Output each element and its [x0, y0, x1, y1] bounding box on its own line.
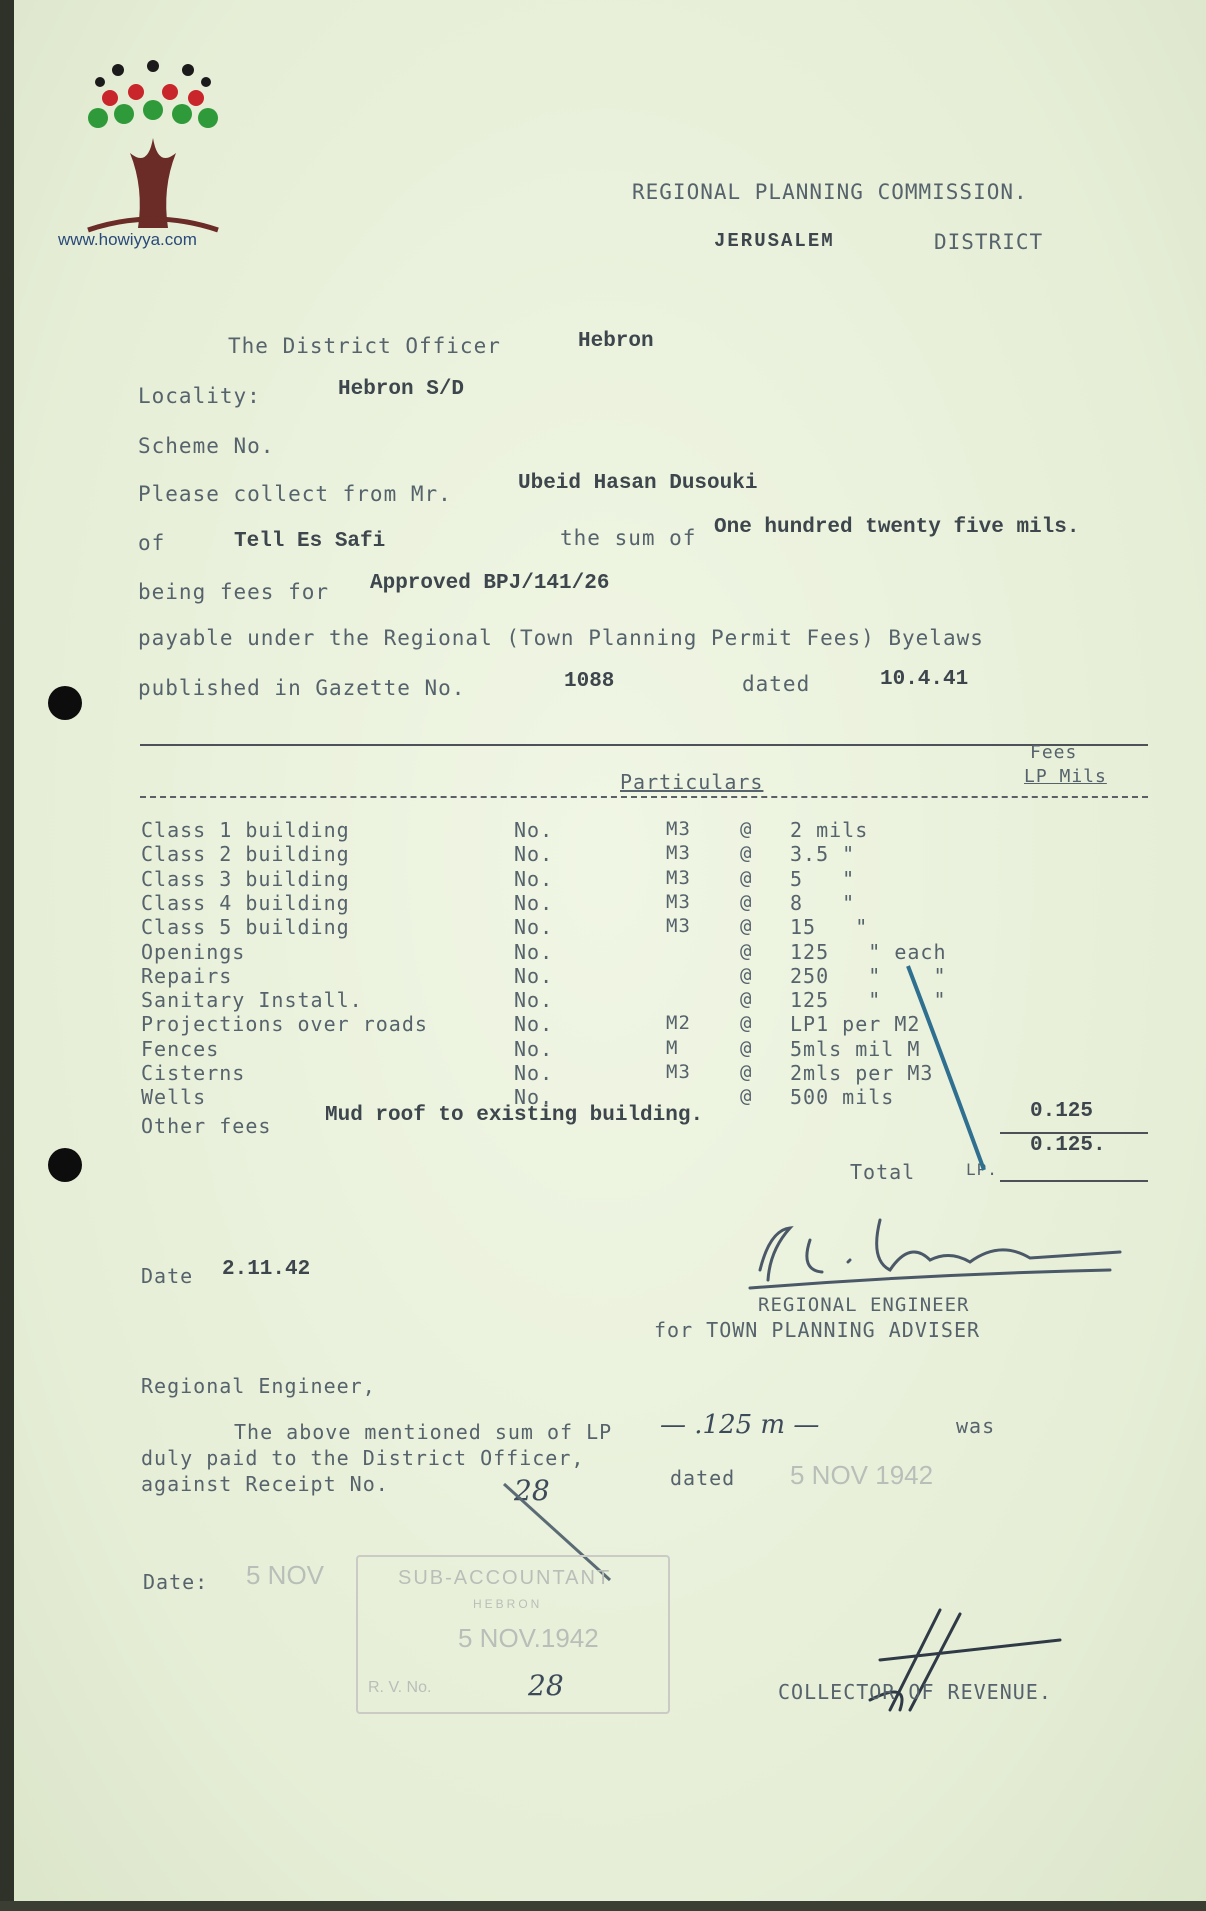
row-no: No. [514, 1085, 554, 1109]
total-bottom-rule [1000, 1180, 1148, 1182]
row-at: @ [740, 915, 753, 937]
receipt-was: was [956, 1414, 996, 1438]
howiyya-logo [58, 58, 238, 248]
row-unit: M [666, 1037, 679, 1059]
row-at: @ [740, 1085, 753, 1107]
row-no: No. [514, 818, 554, 842]
row-at: @ [740, 818, 753, 840]
row-rate: 3.5 " [790, 842, 856, 866]
fees-label: being fees for [138, 580, 330, 604]
receipt-dated-label: dated [670, 1466, 736, 1490]
particulars-header: Particulars [620, 770, 764, 794]
row-no: No. [514, 940, 554, 964]
row-unit: M3 [666, 818, 691, 840]
fees-value: Approved BPJ/141/26 [370, 572, 610, 595]
punch-hole-bottom [48, 1148, 82, 1182]
other-fees-value: Mud roof to existing building. [325, 1104, 704, 1127]
row-item: Class 5 building [141, 915, 350, 939]
row-item: Class 4 building [141, 891, 350, 915]
other-fees-label: Other fees [141, 1114, 272, 1138]
stamp-rv-label: R. V. No. [368, 1679, 432, 1696]
row-at: @ [740, 891, 753, 913]
role-line1: REGIONAL ENGINEER [758, 1294, 970, 1316]
locality-value: Hebron S/D [338, 378, 465, 401]
table-header-rule [140, 796, 1148, 798]
row-item: Fences [141, 1037, 220, 1061]
row-unit: M3 [666, 842, 691, 864]
fees-header: Fees [1030, 742, 1078, 763]
page-edge-left [0, 0, 14, 1911]
receipt-line3: against Receipt No. [141, 1472, 389, 1496]
date-label: Date [141, 1264, 194, 1288]
row-item: Wells [141, 1085, 207, 1109]
receipt-no: 28 [514, 1474, 550, 1507]
pen-strike-mark [900, 960, 990, 1180]
table-top-rule [140, 744, 1148, 746]
row-item: Openings [141, 940, 246, 964]
row-unit: M3 [666, 867, 691, 889]
punch-hole-top [48, 686, 82, 720]
row-at: @ [740, 964, 753, 986]
row-unit: M3 [666, 891, 691, 913]
row-no: No. [514, 988, 554, 1012]
receipt-addressee: Regional Engineer, [141, 1374, 376, 1398]
payable-text: payable under the Regional (Town Planning Permit Fees) Byelaws [138, 626, 984, 650]
row-rate: 125 " each [790, 940, 947, 964]
row-at: @ [740, 1061, 753, 1083]
total-amount: 0.125. [1030, 1134, 1106, 1157]
row-no: No. [514, 867, 554, 891]
row-at: @ [740, 1012, 753, 1034]
sub-accountant-stamp [356, 1555, 670, 1714]
row-item: Class 3 building [141, 867, 350, 891]
row-no: No. [514, 1037, 554, 1061]
of-value: Tell Es Safi [234, 530, 386, 553]
stamp-place: HEBRON [473, 1597, 543, 1611]
row-at: @ [740, 988, 753, 1010]
of-label: of [138, 531, 166, 555]
collect-value: Ubeid Hasan Dusouki [518, 472, 758, 495]
receipt-date-label: Date: [143, 1570, 209, 1594]
amount-written: — .125 m — [660, 1410, 820, 1440]
row-no: No. [514, 1012, 554, 1036]
collect-label: Please collect from Mr. [138, 482, 452, 506]
locality-label: Locality: [138, 384, 261, 408]
row-at: @ [740, 940, 753, 962]
row-unit: M3 [666, 915, 691, 937]
row-unit: M2 [666, 1012, 691, 1034]
row-item: Class 1 building [141, 818, 350, 842]
engineer-signature [730, 1210, 1130, 1300]
row-unit: M3 [666, 1061, 691, 1083]
receipt-date-stamp: 5 NOV [246, 1560, 325, 1590]
row-item: Projections over roads [141, 1012, 428, 1036]
row-at: @ [740, 842, 753, 864]
row-rate: 125 " " [790, 988, 947, 1012]
date-value: 2.11.42 [222, 1258, 311, 1281]
commission-title: REGIONAL PLANNING COMMISSION. [632, 180, 1028, 204]
row-no: No. [514, 891, 554, 915]
row-at: @ [740, 867, 753, 889]
row-item: Sanitary Install. [141, 988, 363, 1012]
tree-logo-icon [58, 58, 238, 248]
row-rate: LP1 per M2 [790, 1012, 921, 1036]
page-edge-bottom [0, 1901, 1206, 1911]
row-no: No. [514, 842, 554, 866]
row-rate: 250 " " [790, 964, 947, 988]
row-rate: 15 " [790, 915, 869, 939]
sum-label: the sum of [560, 526, 697, 550]
row-item: Repairs [141, 964, 233, 988]
gazette-no: 1088 [564, 670, 615, 693]
dated-label: dated [742, 672, 811, 696]
row-no: No. [514, 915, 554, 939]
fees-subheader: LP Mils [1024, 766, 1107, 787]
district-label: DISTRICT [934, 230, 1044, 254]
row-rate: 2mls per M3 [790, 1061, 934, 1085]
receipt-dated-stamp: 5 NOV 1942 [790, 1460, 934, 1490]
row-rate: 5mls mil M [790, 1037, 921, 1061]
row-at: @ [740, 1037, 753, 1059]
stamp-date: 5 NOV.1942 [458, 1623, 599, 1653]
to-value: Hebron [578, 330, 654, 353]
total-currency: LP. [966, 1160, 998, 1179]
dated-value: 10.4.41 [880, 668, 969, 691]
district-name: JERUSALEM [714, 230, 835, 252]
receipt-line1: The above mentioned sum of LP [234, 1420, 613, 1444]
row-rate: 500 mils [790, 1085, 895, 1109]
row-rate: 2 mils [790, 818, 869, 842]
row-item: Class 2 building [141, 842, 350, 866]
published-label: published in Gazette No. [138, 676, 466, 700]
row-rate: 8 " [790, 891, 856, 915]
row-no: No. [514, 964, 554, 988]
collector-label: COLLECTOR OF REVENUE. [778, 1680, 1052, 1704]
sum-value: One hundred twenty five mils. [714, 516, 1080, 539]
role-line2: for TOWN PLANNING ADVISER [654, 1318, 981, 1342]
row-no: No. [514, 1061, 554, 1085]
row-rate: 5 " [790, 867, 856, 891]
other-fees-amount: 0.125 [1030, 1100, 1094, 1123]
to-label: The District Officer [228, 334, 501, 358]
logo-website[interactable]: www.howiyya.com [58, 230, 197, 249]
stamp-title: SUB-ACCOUNTANT [398, 1567, 612, 1589]
scheme-label: Scheme No. [138, 434, 275, 458]
total-label: Total [850, 1160, 916, 1184]
stamp-rv-value: 28 [528, 1669, 564, 1702]
receipt-line2: duly paid to the District Officer, [141, 1446, 585, 1470]
row-item: Cisterns [141, 1061, 246, 1085]
